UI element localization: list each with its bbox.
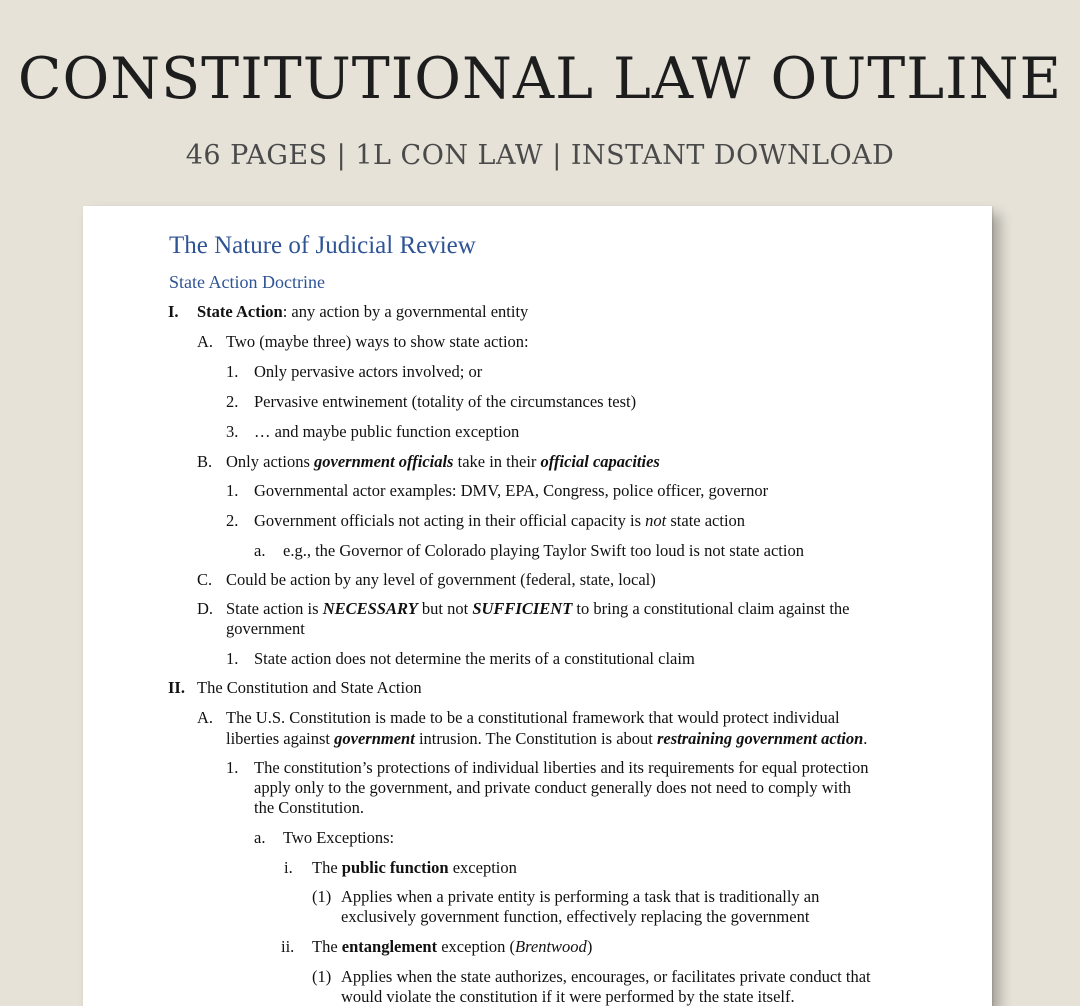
- outline-marker: 3.: [226, 422, 239, 441]
- outline-marker: 1.: [226, 649, 239, 668]
- outline-emphasis: government officials: [314, 452, 454, 471]
- outline-marker: C.: [197, 570, 213, 589]
- outline-text: Pervasive entwinement (totality of the circumstances test): [254, 392, 637, 411]
- outline-term: public function: [341, 858, 449, 877]
- outline-text: Two Exceptions:: [283, 828, 395, 847]
- outline-text: [226, 452, 660, 472]
- outline-text: Only pervasive actors involved; or: [254, 362, 483, 381]
- outline-marker: a.: [254, 828, 266, 847]
- hero-subtitle: 46 PAGES | 1L CON LAW | INSTANT DOWNLOAD: [185, 140, 895, 171]
- outline-marker: II.: [168, 678, 185, 697]
- outline-emphasis: government: [334, 729, 415, 748]
- outline-text: [312, 937, 592, 957]
- outline-emphasis: official capacities: [540, 452, 660, 471]
- outline-marker: (1): [312, 967, 332, 986]
- outline-emphasis: NECESSARY: [322, 599, 418, 618]
- outline-marker: B.: [197, 452, 213, 471]
- outline-text: apply only to the government, and private conduct generally does not need to comply with: [254, 778, 852, 797]
- outline-text-part: The: [312, 937, 342, 956]
- outline-marker: (1): [312, 887, 332, 906]
- outline-marker: I.: [168, 302, 179, 321]
- outline-text-part: to bring a constitutional claim against the: [572, 599, 850, 618]
- outline-text: exclusively government function, effectively replacing the government: [341, 907, 810, 926]
- outline-text: Two (maybe three) ways to show state action:: [226, 332, 529, 351]
- outline-text: The constitution’s protections of individual liberties and its requirements for equal protection: [254, 758, 869, 777]
- outline-marker: A.: [197, 332, 214, 351]
- outline-text-part: exception (: [437, 937, 515, 956]
- outline-text-part: liberties against: [226, 729, 335, 748]
- outline-text-part: intrusion. The Constitution is about: [414, 729, 657, 748]
- outline-text: [226, 729, 867, 749]
- outline-text: e.g., the Governor of Colorado playing Taylor Swift too loud is not state action: [283, 541, 804, 560]
- outline-marker: 1.: [226, 758, 239, 777]
- outline-marker: A.: [197, 708, 214, 727]
- outline-text: would violate the constitution if it were performed by the state itself.: [341, 987, 795, 1006]
- outline-text-part: state action: [666, 511, 746, 530]
- outline-text: the Constitution.: [254, 798, 365, 817]
- outline-marker: 2.: [226, 511, 239, 530]
- outline-text: government: [226, 619, 305, 638]
- outline-text-part: .: [863, 729, 868, 748]
- outline-text: Could be action by any level of government (federal, state, local): [226, 570, 656, 589]
- outline-term: entanglement: [341, 937, 438, 956]
- outline-text: Applies when a private entity is performing a task that is traditionally an: [341, 887, 820, 906]
- outline-text-part: State action is: [226, 599, 323, 618]
- outline-marker: 1.: [226, 481, 239, 500]
- outline-text-part: but not: [417, 599, 473, 618]
- outline-marker: 1.: [226, 362, 239, 381]
- hero-title: CONSTITUTIONAL LAW OUTLINE: [17, 46, 1063, 112]
- outline-text-part: exception: [448, 858, 517, 877]
- outline-text-part: Only actions: [226, 452, 314, 471]
- outline-text: Governmental actor examples: DMV, EPA, Congress, police officer, governor: [254, 481, 769, 500]
- outline-marker: ii.: [281, 937, 295, 956]
- outline-text: [312, 858, 517, 878]
- outline-text: The U.S. Constitution is made to be a constitutional framework that would protect individual: [226, 708, 840, 727]
- outline-text: … and maybe public function exception: [254, 422, 520, 441]
- outline-emphasis: restraining government action: [656, 729, 864, 748]
- outline-text-part: Government officials not acting in their official capacity is: [254, 511, 646, 530]
- outline-text-rest: : any action by a governmental entity: [282, 302, 529, 321]
- outline-text: Applies when the state authorizes, encourages, or facilitates private conduct that: [341, 967, 871, 986]
- outline-text-part: take in their: [453, 452, 541, 471]
- outline-text: State action does not determine the merits of a constitutional claim: [254, 649, 695, 668]
- outline-text-part: ): [586, 937, 593, 956]
- outline-marker: a.: [254, 541, 266, 560]
- outline-case-name: Brentwood: [515, 937, 587, 956]
- outline-marker: i.: [284, 858, 293, 877]
- outline-text-part: The: [312, 858, 342, 877]
- outline-marker: D.: [197, 599, 214, 618]
- document-subheading: State Action Doctrine: [169, 272, 325, 292]
- outline-text: [226, 599, 850, 619]
- document-heading: The Nature of Judicial Review: [169, 232, 476, 259]
- outline-emphasis: not: [645, 511, 667, 530]
- document-page: [83, 206, 992, 1006]
- outline-term: State Action: [197, 302, 283, 321]
- outline-emphasis: SUFFICIENT: [472, 599, 573, 618]
- outline-marker: 2.: [226, 392, 239, 411]
- outline-text: [197, 302, 528, 322]
- outline-text: [254, 511, 745, 531]
- outline-text: The Constitution and State Action: [197, 678, 422, 697]
